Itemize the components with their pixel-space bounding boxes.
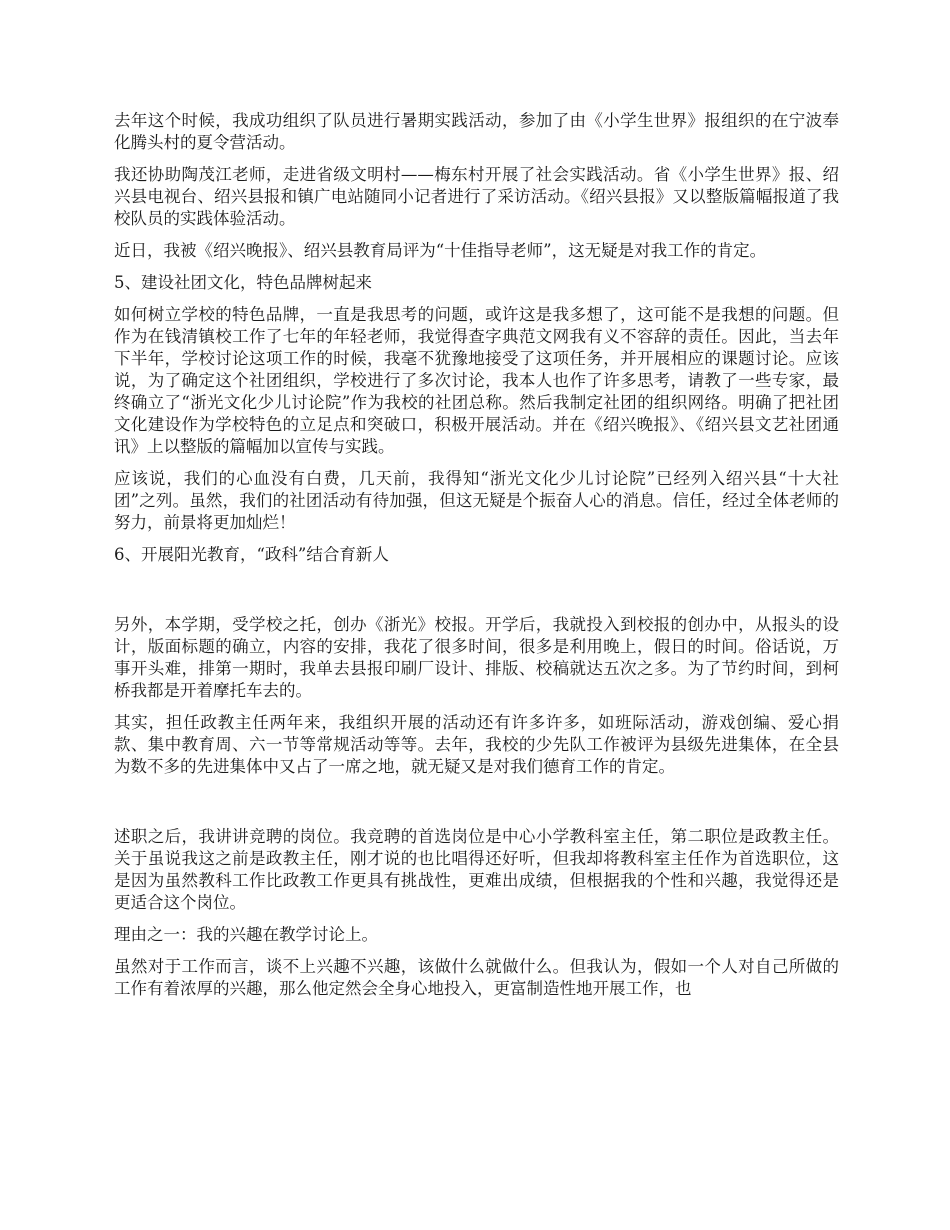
paragraph: 我还协助陶茂江老师，走进省级文明村——梅东村开展了社会实践活动。省《小学生世界》报、绍兴县电视台、绍兴县报和镇广电站随同小记者进行了采访活动。《绍兴县报》又以整版篇幅报道了我校队员的实践体验活动。 <box>114 165 839 228</box>
blank-space <box>114 788 839 826</box>
paragraph: 另外，本学期，受学校之托，创办《浙光》校报。开学后，我就投入到校报的创办中，从报头的设计，版面标题的确立，内容的安排，我花了很多时间，很多是利用晚上，假日的时间。俗话说，万事开头难，排第一期时，我单去县报印刷厂设计、排版、校稿就达五次之多。为了节约时间，到柯桥我都是开着摩托车去的。 <box>114 615 839 700</box>
paragraph: 理由之一：我的兴趣在教学讨论上。 <box>114 925 378 944</box>
document-body <box>114 110 839 1010</box>
paragraph: 应该说，我们的心血没有白费，几天前，我得知“浙光文化少儿讨论院”已经列入绍兴县“十大社团”之列。虽然，我们的社团活动有待加强，但这无疑是个振奋人心的消息。信任，经过全体老师的努力，前景将更加灿烂！ <box>114 469 839 532</box>
section-heading: 6、开展阳光教育，“政科”结合育新人 <box>114 545 389 564</box>
paragraph: 虽然对于工作而言，谈不上兴趣不兴趣，该做什么就做什么。但我认为，假如一个人对自己所做的工作有着浓厚的兴趣，那么他定然会全身心地投入，更富制造性地开展工作，也 <box>114 957 839 998</box>
section-heading: 5、建设社团文化，特色品牌树起来 <box>114 273 372 292</box>
paragraph: 如何树立学校的特色品牌，一直是我思考的问题，或许这是我多想了，这可能不是我想的问题。但作为在钱清镇校工作了七年的年轻老师，我觉得查字典范文网我有义不容辞的责任。因此，当去年下半年，学校讨论这项工作的时候，我毫不犹豫地接受了这项任务，并开展相应的课题讨论。应该说，为了确定这个社团组织，学校进行了多次讨论，我本人也作了许多思考，请教了一些专家，最终确立了“浙光文化少儿讨论院”作为我校的社团总称。然后我制定社团的组织网络。明确了把社团文化建设作为学校特色的立足点和突破口，积极开展活动。并在《绍兴晚报》、《绍兴县文艺社团通讯》上以整版的篇幅加以宣传与实践。 <box>114 305 839 456</box>
blank-space <box>114 576 839 614</box>
paragraph: 其实，担任政教主任两年来，我组织开展的活动还有许多许多，如班际活动，游戏创编、爱心捐款、集中教育周、六一节等常规活动等等。去年，我校的少先队工作被评为县级先进集体，在全县为数不多的先进集体中又占了一席之地，就无疑又是对我们德育工作的肯定。 <box>114 713 839 776</box>
paragraph: 近日，我被《绍兴晚报》、绍兴县教育局评为“十佳指导老师”，这无疑是对我工作的肯定。 <box>114 241 767 260</box>
paragraph: 去年这个时候，我成功组织了队员进行暑期实践活动，参加了由《小学生世界》报组织的在宁波奉化腾头村的夏令营活动。 <box>114 111 839 152</box>
paragraph: 述职之后，我讲讲竞聘的岗位。我竞聘的首选岗位是中心小学教科室主任，第二职位是政教主任。关于虽说我这之前是政教主任，刚才说的也比唱得还好听，但我却将教科室主任作为首选职位，这是因为虽然教科工作比政教工作更具有挑战性，更难出成绩，但根据我的个性和兴趣，我觉得还是更适合这个岗位。 <box>114 827 839 912</box>
